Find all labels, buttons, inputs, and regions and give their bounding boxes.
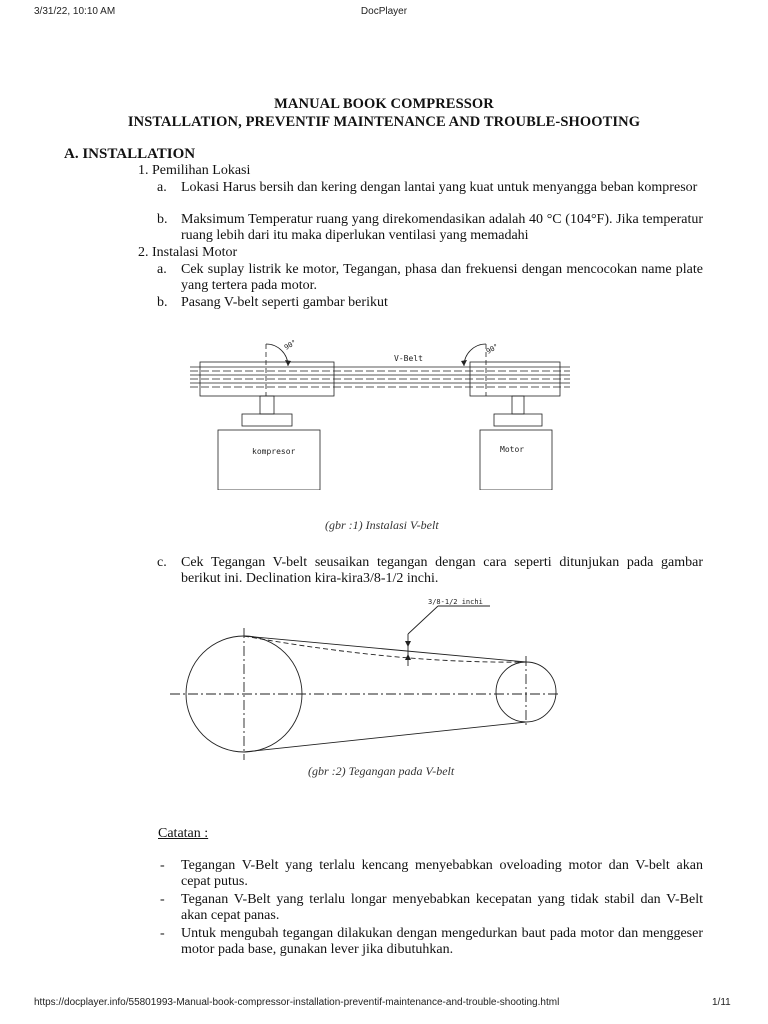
figure-2-caption: (gbr :2) Tegangan pada V-belt bbox=[308, 764, 455, 778]
doc-subtitle: INSTALLATION, PREVENTIF MAINTENANCE AND TROUBLE-SHOOTING bbox=[127, 114, 641, 130]
paragraph-cek-tegangan: Cek Tegangan V-belt seusaikan tegangan dengan cara seperti ditunjukan pada gambar berikut ini. Declination kira-kira3/8-1/2 inchi. bbox=[181, 555, 703, 586]
list-item-instalasi-motor: 2. Instalasi Motor bbox=[138, 245, 238, 260]
kompresor-label: kompresor bbox=[252, 447, 296, 456]
list-marker: b. bbox=[157, 212, 168, 227]
figure-vbelt-installation bbox=[190, 330, 570, 490]
section-heading-installation: A. INSTALLATION bbox=[64, 146, 196, 162]
paragraph-lokasi: Lokasi Harus bersih dan kering dengan lantai yang kuat untuk menyangga beban kompresor bbox=[181, 180, 698, 195]
figure-1-caption: (gbr :1) Instalasi V-belt bbox=[325, 518, 439, 532]
angle-label-left: 90° bbox=[283, 338, 298, 352]
angle-label-right: 90° bbox=[485, 342, 500, 356]
print-page-number: 1/11 bbox=[712, 997, 731, 1008]
bullet: - bbox=[160, 858, 165, 873]
bullet: - bbox=[160, 892, 165, 907]
vbelt-label: V-Belt bbox=[394, 354, 423, 363]
note-item: Tegangan V-Belt yang terlalu kencang menyebabkan oveloading motor dan V-belt akan cepat putus. bbox=[181, 858, 703, 889]
list-marker: c. bbox=[157, 555, 167, 570]
list-item-pemilihan-lokasi: 1. Pemilihan Lokasi bbox=[138, 163, 251, 178]
paragraph-temperatur: Maksimum Temperatur ruang yang direkomendasikan adalah 40 °C (104°F). Jika temperatur ruang lebih dari itu maka diperlukan ventilasi yang memadahi bbox=[181, 212, 703, 243]
list-marker: b. bbox=[157, 295, 168, 310]
doc-title: MANUAL BOOK COMPRESSOR bbox=[274, 96, 494, 112]
deflection-label: 3/8-1/2 inchi bbox=[428, 598, 483, 606]
paragraph-pasang-vbelt: Pasang V-belt seperti gambar berikut bbox=[181, 295, 388, 310]
print-datetime: 3/31/22, 10:10 AM bbox=[34, 6, 116, 17]
list-marker: a. bbox=[157, 180, 167, 195]
figure-belt-tension bbox=[160, 594, 570, 764]
print-url: https://docplayer.info/55801993-Manual-book-compressor-installation-preventif-maintenance-and-trouble-shooting.html bbox=[34, 997, 560, 1008]
note-item: Untuk mengubah tegangan dilakukan dengan mengedurkan baut pada motor dan menggeser motor pada base, gunakan lever jika dibutuhkan. bbox=[181, 926, 703, 957]
note-item: Teganan V-Belt yang terlalu longar menyebabkan kecepatan yang tidak stabil dan V-Belt akan cepat panas. bbox=[181, 892, 703, 923]
paragraph-suplay-listrik: Cek suplay listrik ke motor, Tegangan, phasa dan frekuensi dengan mencocokan name plate yang tertera pada motor. bbox=[181, 262, 703, 293]
motor-label: Motor bbox=[500, 445, 525, 454]
notes-heading: Catatan : bbox=[158, 826, 209, 841]
print-site-title: DocPlayer bbox=[360, 6, 408, 17]
list-marker: a. bbox=[157, 262, 167, 277]
bullet: - bbox=[160, 926, 165, 941]
